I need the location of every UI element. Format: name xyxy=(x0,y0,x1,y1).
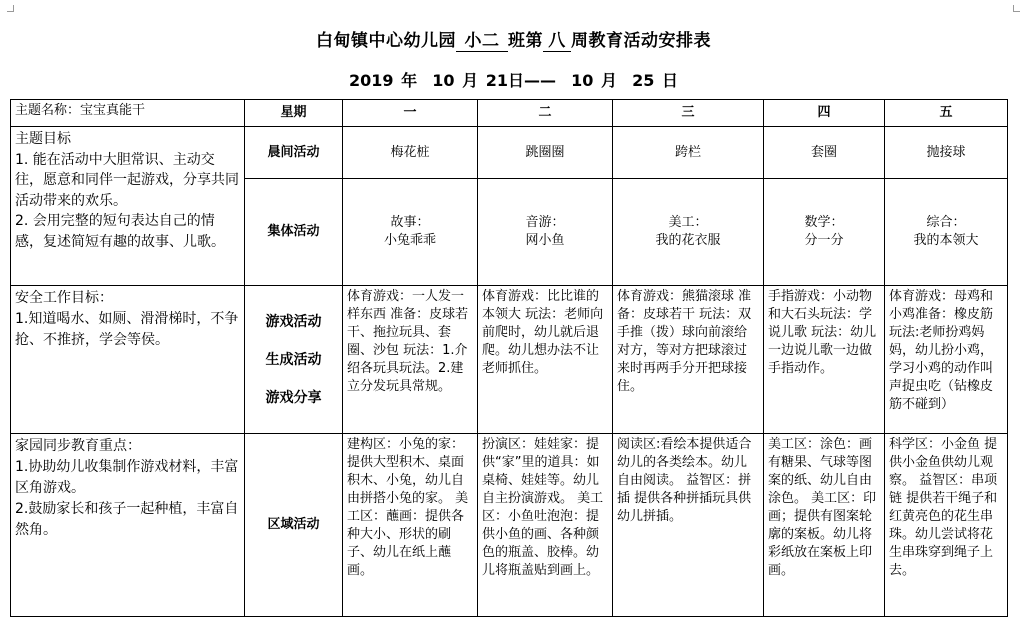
home-item: 2.鼓励家长和孩子一起种植，丰富自然角。 xyxy=(15,501,239,538)
title-week-number: 八 xyxy=(543,26,571,52)
group-activity-wed xyxy=(613,179,764,286)
category-game: 游戏活动 xyxy=(265,313,322,330)
category-group: 集体活动 xyxy=(245,179,343,286)
date-year: 2019 xyxy=(349,71,394,90)
area-activity-tue: 扮演区：娃娃家：提供“家”里的道具：如桌椅、娃娃等。幼儿自主扮演游戏。 美工区：小鱼吐泡泡：提供小鱼的画、各种颜色的瓶盖、胶棒。幼儿将瓶盖贴到画上。 xyxy=(478,434,613,617)
area-activity-thu: 美工区：涂色：画有糖果、气球等图案的纸、幼儿自由涂色。 美工区：印画；提供有图案轮廓的案板。幼儿将彩纸放在案板上印画。 xyxy=(764,434,885,617)
theme-name-cell: 主题名称：宝宝真能干 xyxy=(11,100,245,127)
group-type: 故事： xyxy=(390,215,430,230)
game-row xyxy=(11,286,1008,434)
safety-text: 1.知道喝水、如厕、滑滑梯时，不争抢、不推挤，学会等侯。 xyxy=(15,311,239,348)
category-game-stack xyxy=(245,286,343,434)
date-day-label: 日 xyxy=(661,71,678,90)
title-class-name: 小二 xyxy=(456,26,508,52)
group-activity-mon xyxy=(343,179,478,286)
group-name: 我的本领大 xyxy=(913,233,979,248)
category-area: 区域活动 xyxy=(245,434,343,617)
title-suffix: 周教育活动安排表 xyxy=(571,31,711,51)
day-header-fri: 五 xyxy=(885,100,1008,127)
day-header-mon: 一 xyxy=(343,100,478,127)
area-activity-fri: 科学区：小金鱼 提供小金鱼供幼儿观察。 益智区：串项链 提供若干绳子和红黄亮色的花生串珠。幼儿尝试将花生串珠穿到绳子上去。 xyxy=(885,434,1008,617)
area-activity-mon: 建构区：小兔的家：提供大型积木、桌面积木、小兔，幼儿自由拼搭小兔的家。 美工区：蘸画：提供各种大小、形状的刷子、幼儿在纸上蘸画。 xyxy=(343,434,478,617)
morning-activity-thu: 套圈 xyxy=(764,127,885,179)
date-month-label: 月 xyxy=(462,71,479,90)
date-range xyxy=(0,68,1027,91)
game-activity-tue: 体育游戏：比比谁的本领大 玩法：老师向前爬时，幼儿就后退爬。幼儿想办法不让老师抓住。 xyxy=(478,286,613,434)
day-header-thu: 四 xyxy=(764,100,885,127)
category-generate: 生成活动 xyxy=(265,351,322,368)
date-start-month: 10 xyxy=(432,71,455,90)
group-activity-thu xyxy=(764,179,885,286)
group-type: 综合： xyxy=(926,215,966,230)
date-year-label: 年 xyxy=(401,71,418,90)
morning-activity-fri: 抛接球 xyxy=(885,127,1008,179)
category-morning: 晨间活动 xyxy=(245,127,343,179)
header-row xyxy=(11,100,1008,127)
group-activity-fri xyxy=(885,179,1008,286)
date-end-month-label: 月 xyxy=(600,71,617,90)
page-title xyxy=(0,26,1027,52)
group-name: 分一分 xyxy=(804,233,844,248)
day-header-wed: 三 xyxy=(613,100,764,127)
group-type: 美工： xyxy=(668,215,708,230)
schedule-table xyxy=(10,99,1008,617)
group-activity-tue xyxy=(478,179,613,286)
game-activity-thu: 手指游戏：小动物和大石头玩法：学说儿歌 玩法：幼儿一边说儿歌一边做手指动作。 xyxy=(764,286,885,434)
morning-activity-mon: 梅花桩 xyxy=(343,127,478,179)
group-name: 网小鱼 xyxy=(525,233,565,248)
game-activity-mon: 体育游戏：一人发一样东西 准备：皮球若干、拖拉玩具、套圈、沙包 玩法：1.介绍各玩具玩法。2.建立分发玩具常规。 xyxy=(343,286,478,434)
home-title: 家园同步教育重点： xyxy=(15,438,141,454)
page-corner-mark xyxy=(7,5,14,12)
date-end-month: 10 xyxy=(571,71,594,90)
safety-goals-cell xyxy=(11,286,245,434)
goals-title: 主题目标 xyxy=(15,131,71,147)
group-type: 音游： xyxy=(525,215,565,230)
game-activity-wed: 体育游戏：熊猫滚球 准备：皮球若干 玩法：双手推（拨）球向前滚给对方，等对方把球滚过来时再两手分开把球接住。 xyxy=(613,286,764,434)
group-name: 小兔乖乖 xyxy=(383,233,436,248)
game-activity-fri: 体育游戏：母鸡和小鸡准备：橡皮筋 玩法:老师扮鸡妈妈，幼儿扮小鸡，学习小鸡的动作叫声捉虫吃（钻橡皮筋不碰到） xyxy=(885,286,1008,434)
morning-activity-tue: 跳圈圈 xyxy=(478,127,613,179)
weekday-label: 星期 xyxy=(245,100,343,127)
area-activity-wed: 阅读区:看绘本提供适合幼儿的各类绘本。幼儿自由阅读。 益智区：拼插 提供各种拼插玩具供幼儿拼插。 xyxy=(613,434,764,617)
goal-item: 1. 能在活动中大胆常识、主动交往，愿意和同伴一起游戏，分享共同活动带来的欢乐。 xyxy=(15,151,239,209)
safety-title: 安全工作目标： xyxy=(15,290,113,306)
morning-row xyxy=(11,127,1008,179)
date-start-day: 21日—— xyxy=(485,71,556,90)
goal-item: 2. 会用完整的短句表达自己的情感，复述简短有趣的故事、儿歌。 xyxy=(15,213,225,250)
date-end-day: 25 xyxy=(632,71,655,90)
category-share: 游戏分享 xyxy=(265,389,322,406)
group-type: 数学： xyxy=(804,215,844,230)
group-name: 我的花衣服 xyxy=(655,233,721,248)
day-header-tue: 二 xyxy=(478,100,613,127)
home-item: 1.协助幼儿收集制作游戏材料，丰富区角游戏。 xyxy=(15,459,239,496)
title-mid: 班第 xyxy=(508,31,543,51)
title-school: 白甸镇中心幼儿园 xyxy=(316,31,456,51)
morning-activity-wed: 跨栏 xyxy=(613,127,764,179)
home-education-cell xyxy=(11,434,245,617)
theme-goals-cell xyxy=(11,127,245,286)
page-corner-mark xyxy=(1013,5,1020,12)
area-row xyxy=(11,434,1008,617)
